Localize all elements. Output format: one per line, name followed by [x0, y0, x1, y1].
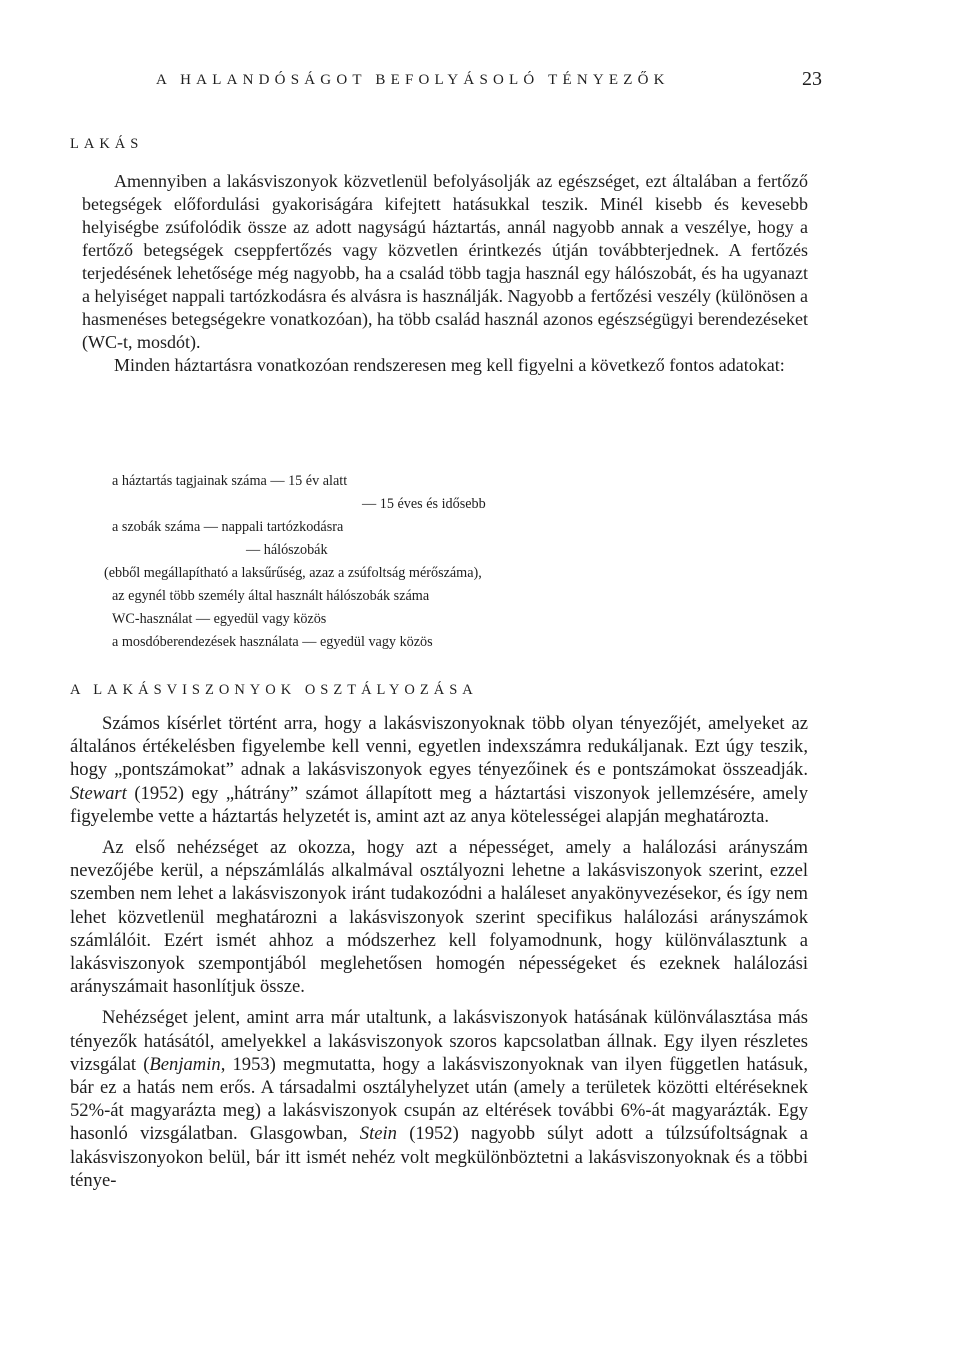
paragraph-text: (1952) nagyobb súlyt adott a túlzsúfoltságnak a lakásviszonyokon belül, bár itt ismét nehéz volt megkülönböztetni a lakásviszonyoknak és a többi ténye-	[70, 1123, 808, 1191]
author-name: Stewart	[70, 782, 127, 804]
paragraph: Az első nehézséget az okozza, hogy azt a népességet, amely a halálozási arányszám nevezőjébe kerül, a népszámlálás alkalmával osztályozni lehetne a lakásviszonyok szerint, ezzel szemben nem lehet a lakásviszonyok iránt tudakozódni a haláleset anyakönyvezésekor, és így nem lehet közvetlenül meghatározni a lakásviszonyok szerint specifikus halálozási arányszámok számlálóit. Ezért ismét ahhoz a módszerhez kell folyamodnunk, hogy különválasztunk a lakásviszonyok szempontjából meglehetősen homogén népességeket és ezeknek halálozási arányszámait hasonlítjuk össze.	[70, 837, 808, 998]
paragraph-text: Nehézséget jelent, amint arra már utaltunk, a lakásviszonyok hatásának különválasztása más tényezők hatásától, amelyekkel a lakásviszonyok szoros kapcsolatban állnak. Egy ilyen részletes vizsgálat (	[70, 1007, 808, 1075]
list-item: WC-használat — egyedül vagy közös	[112, 611, 327, 627]
list-item: a szobák száma — nappali tartózkodásra	[112, 519, 344, 535]
data-list	[104, 470, 672, 654]
paragraph: Minden háztartásra vonatkozóan rendszeresen meg kell figyelni a következő fontos adatokat:	[114, 355, 785, 375]
page-number: 23	[802, 68, 822, 90]
paragraph-text: Számos kísérlet történt arra, hogy a lakásviszonyoknak több olyan tényezőjét, amelyeket az általános értékelésben figyelembe kell venni, egyetlen indexszámra redukáljanak. Ezt úgy teszik, hogy „pontszámokat” adnak a lakásviszonyok egyes tényezőinek és e pontszámokat összeadják.	[70, 713, 808, 781]
paragraph-text: (1952) egy „hátrány” számot állapított meg a háztartási viszonyok jellemzésére, amely figyelembe vette a háztartás helyzetét is, amint azt az anya kötelességei alapján meghatározta.	[70, 782, 808, 827]
paragraph	[70, 712, 808, 828]
running-head: A HALANDÓSÁGOT BEFOLYÁSOLÓ TÉNYEZŐK	[156, 72, 670, 88]
section-heading-lakas: LAKÁS	[70, 136, 144, 152]
paragraph: Amennyiben a lakásviszonyok közvetlenül befolyásolják az egészséget, ezt általában a fertőző betegségek előfordulási gyakoriságára kifejtett hatásukkal teszik. Minél kisebb és kevesebb helyiségbe zsúfolódik össze az adott nagyságú háztartás, annál nagyobb annak a veszélye, hogy a fertőző betegségek cseppfertőzés vagy közvetlen érintkezés útján továbbterjednek. A fertőzés terjedésének lehetősége még nagyobb, ha a család több tagja használ egy hálószobát, és ha ugyanazt a helyiséget nappali tartózkodásra és alvásra is használják. Nagyobb a fertőzési veszély (különösen a hasmenéses betegségekre vonatkozóan), ha több család használ azonos egészségügyi berendezéseket (WC-t, mosdót).	[82, 171, 808, 352]
section1-body	[82, 170, 808, 377]
section2-body	[70, 712, 808, 1192]
paragraph-text: , 1953) megmutatta, hogy a lakásviszonyoknak van ilyen független hatásuk, bár ez a hatás nem erős. A társadalmi osztályhelyzet után (amely a területek közötti eltéréseknek 52%-át magyarázta meg) a lakásviszonyok csupán az eltérések további 6%-át magyarázták. Egy hasonló vizsgálatban. Glasgowban,	[70, 1053, 808, 1145]
list-item: — hálószobák	[246, 542, 328, 558]
list-item: — 15 éves és idősebb	[362, 496, 486, 512]
list-item: a háztartás tagjainak száma — 15 év alatt	[112, 473, 348, 489]
list-item: az egynél több személy által használt hálószobák száma	[112, 588, 430, 604]
list-item: (ebből megállapítható a laksűrűség, azaz a zsúfoltság mérőszáma),	[104, 565, 482, 581]
author-name: Benjamin	[149, 1053, 221, 1075]
list-item: a mosdóberendezések használata — egyedül vagy közös	[112, 634, 433, 650]
paragraph	[70, 1006, 808, 1192]
author-name: Stein	[359, 1123, 397, 1145]
section-heading-osztalyozas: A LAKÁSVISZONYOK OSZTÁLYOZÁSA	[70, 682, 478, 698]
